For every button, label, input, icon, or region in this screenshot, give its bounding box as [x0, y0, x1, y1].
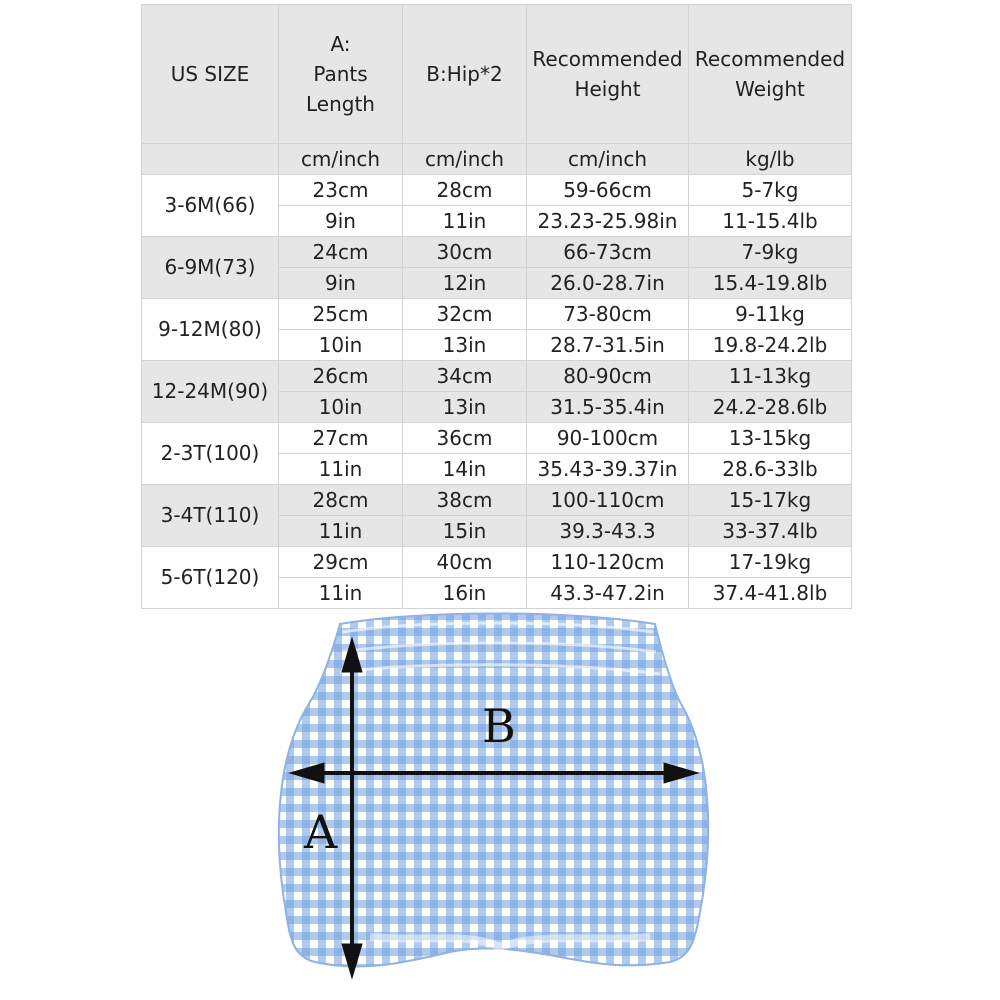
- imperial-value-cell: 39.3-43.3: [527, 516, 689, 547]
- metric-value-cell: 110-120cm: [527, 547, 689, 578]
- header-row: [142, 5, 852, 144]
- imperial-value-cell: 13in: [403, 392, 527, 423]
- metric-value-cell: 90-100cm: [527, 423, 689, 454]
- table-row: [142, 299, 852, 330]
- size-chart-table: [141, 4, 852, 609]
- metric-value-cell: 59-66cm: [527, 175, 689, 206]
- metric-value-cell: 26cm: [279, 361, 403, 392]
- imperial-value-cell: 13in: [403, 330, 527, 361]
- table-row: [142, 361, 852, 392]
- imperial-value-cell: 11in: [279, 454, 403, 485]
- metric-value-cell: 36cm: [403, 423, 527, 454]
- metric-value-cell: 15-17kg: [689, 485, 852, 516]
- imperial-value-cell: 9in: [279, 268, 403, 299]
- imperial-value-cell: 16in: [403, 578, 527, 609]
- header-pants-length-line: Length: [306, 92, 375, 116]
- metric-value-cell: 24cm: [279, 237, 403, 268]
- metric-value-cell: 73-80cm: [527, 299, 689, 330]
- header-hip: B:Hip*2: [403, 5, 527, 144]
- imperial-value-cell: 11-15.4lb: [689, 206, 852, 237]
- metric-value-cell: 80-90cm: [527, 361, 689, 392]
- table-row: [142, 485, 852, 516]
- metric-value-cell: 27cm: [279, 423, 403, 454]
- shorts-image: [270, 612, 720, 992]
- metric-value-cell: 17-19kg: [689, 547, 852, 578]
- imperial-value-cell: 35.43-39.37in: [527, 454, 689, 485]
- metric-value-cell: 66-73cm: [527, 237, 689, 268]
- metric-value-cell: 9-11kg: [689, 299, 852, 330]
- imperial-value-cell: 12in: [403, 268, 527, 299]
- table-row: [142, 547, 852, 578]
- label-b: B: [482, 699, 516, 753]
- size-label: 3-4T(110): [142, 485, 279, 547]
- header-weight-line: Recommended: [694, 47, 846, 71]
- imperial-value-cell: 11in: [279, 578, 403, 609]
- table-row: [142, 237, 852, 268]
- unit-cell: cm/inch: [279, 144, 403, 175]
- imperial-value-cell: 24.2-28.6lb: [689, 392, 852, 423]
- header-recommended-height: [527, 5, 689, 144]
- unit-cell: kg/lb: [689, 144, 852, 175]
- imperial-value-cell: 10in: [279, 330, 403, 361]
- metric-value-cell: 28cm: [403, 175, 527, 206]
- header-pants-length-line: Pants: [313, 62, 368, 86]
- unit-cell: cm/inch: [403, 144, 527, 175]
- imperial-value-cell: 28.7-31.5in: [527, 330, 689, 361]
- metric-value-cell: 23cm: [279, 175, 403, 206]
- metric-value-cell: 13-15kg: [689, 423, 852, 454]
- size-label: 6-9M(73): [142, 237, 279, 299]
- metric-value-cell: 25cm: [279, 299, 403, 330]
- metric-value-cell: 40cm: [403, 547, 527, 578]
- metric-value-cell: 7-9kg: [689, 237, 852, 268]
- imperial-value-cell: 14in: [403, 454, 527, 485]
- metric-value-cell: 29cm: [279, 547, 403, 578]
- header-height-line: Recommended: [532, 47, 683, 71]
- unit-cell: cm/inch: [527, 144, 689, 175]
- imperial-value-cell: 26.0-28.7in: [527, 268, 689, 299]
- imperial-value-cell: 43.3-47.2in: [527, 578, 689, 609]
- metric-value-cell: 32cm: [403, 299, 527, 330]
- metric-value-cell: 28cm: [279, 485, 403, 516]
- imperial-value-cell: 15.4-19.8lb: [689, 268, 852, 299]
- label-a: A: [304, 805, 338, 859]
- header-weight-line: Weight: [735, 77, 805, 101]
- imperial-value-cell: 11in: [279, 516, 403, 547]
- size-label: 5-6T(120): [142, 547, 279, 609]
- imperial-value-cell: 28.6-33lb: [689, 454, 852, 485]
- imperial-value-cell: 15in: [403, 516, 527, 547]
- imperial-value-cell: 23.23-25.98in: [527, 206, 689, 237]
- table-row: [142, 423, 852, 454]
- header-height-line: Height: [574, 77, 641, 101]
- header-us-size: US SIZE: [142, 5, 279, 144]
- imperial-value-cell: 11in: [403, 206, 527, 237]
- imperial-value-cell: 33-37.4lb: [689, 516, 852, 547]
- metric-value-cell: 34cm: [403, 361, 527, 392]
- metric-value-cell: 30cm: [403, 237, 527, 268]
- header-recommended-weight: [689, 5, 852, 144]
- table-row: [142, 175, 852, 206]
- size-label: 9-12M(80): [142, 299, 279, 361]
- size-label: 2-3T(100): [142, 423, 279, 485]
- units-row: [142, 144, 852, 175]
- header-pants-length-line: A:: [330, 32, 351, 56]
- size-label: 12-24M(90): [142, 361, 279, 423]
- metric-value-cell: 11-13kg: [689, 361, 852, 392]
- imperial-value-cell: 31.5-35.4in: [527, 392, 689, 423]
- imperial-value-cell: 19.8-24.2lb: [689, 330, 852, 361]
- shorts-measurement-diagram: [270, 612, 720, 992]
- metric-value-cell: 38cm: [403, 485, 527, 516]
- units-blank-cell: [142, 144, 279, 175]
- imperial-value-cell: 9in: [279, 206, 403, 237]
- imperial-value-cell: 37.4-41.8lb: [689, 578, 852, 609]
- metric-value-cell: 5-7kg: [689, 175, 852, 206]
- header-pants-length: [279, 5, 403, 144]
- metric-value-cell: 100-110cm: [527, 485, 689, 516]
- imperial-value-cell: 10in: [279, 392, 403, 423]
- size-label: 3-6M(66): [142, 175, 279, 237]
